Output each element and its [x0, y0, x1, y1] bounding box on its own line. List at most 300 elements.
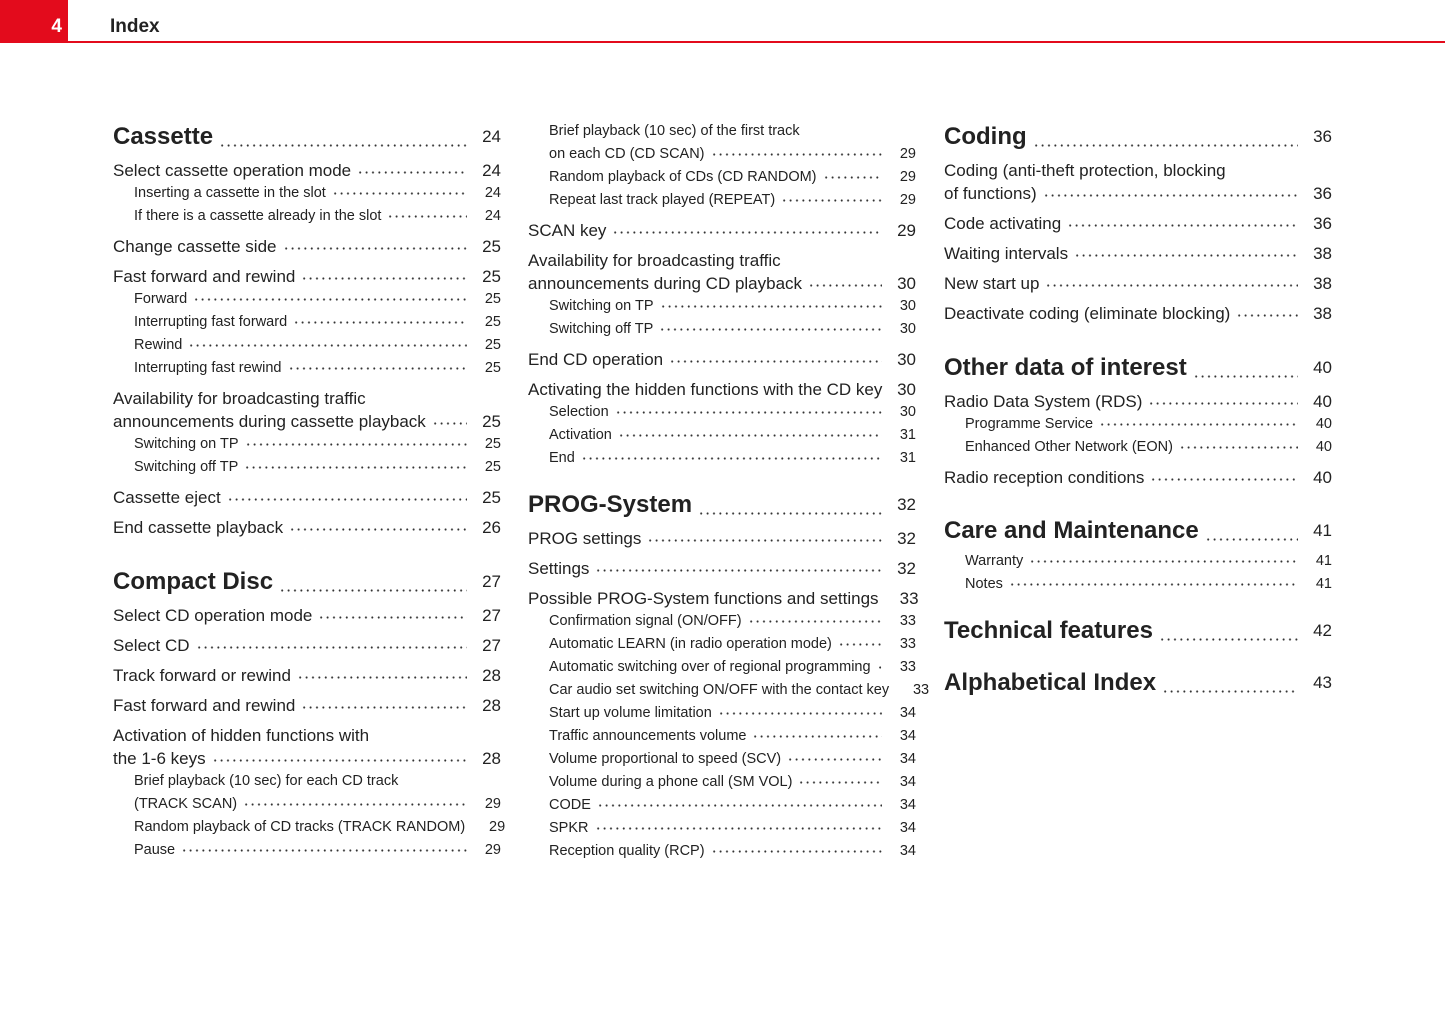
dot-leader — [245, 434, 467, 449]
entry-page-number: 29 — [484, 795, 501, 812]
entry-page-number: 25 — [484, 436, 501, 452]
index-subentry — [528, 702, 916, 725]
entry-text-line: Brief playback (10 sec) for each CD track — [134, 772, 399, 789]
entry-title: Forward — [134, 291, 188, 307]
entry-page-number: 40 — [1315, 415, 1332, 432]
entry-title: Select CD — [113, 635, 190, 655]
entry-title: SCAN key — [528, 220, 607, 240]
entry-row — [134, 357, 501, 380]
index-subentry — [113, 770, 501, 816]
entry-title: Cassette — [113, 123, 214, 150]
entry-row — [134, 816, 506, 839]
dot-leader — [357, 159, 467, 176]
entry-page-number: 27 — [482, 605, 501, 625]
entry-page-number: 25 — [482, 267, 501, 286]
entry-row — [113, 159, 501, 182]
entry-page-number: 34 — [899, 704, 916, 721]
entry-title: Volume during a phone call (SM VOL) — [549, 773, 793, 790]
index-column-3 — [944, 122, 1332, 702]
entry-title: End CD operation — [528, 349, 664, 369]
entry-page-number: 43 — [1313, 673, 1332, 692]
entry-title: Coding — [944, 123, 1027, 150]
dot-leader — [1045, 272, 1298, 289]
entry-page-number: 31 — [899, 449, 916, 466]
index-subentry — [113, 433, 501, 456]
entry-title: End cassette playback — [113, 518, 284, 537]
dot-leader — [752, 725, 882, 740]
index-subentry — [528, 633, 916, 656]
entry-row — [528, 378, 916, 401]
index-section-heading — [113, 122, 501, 152]
entry-page-number: 25 — [482, 488, 501, 507]
index-subentry — [528, 725, 916, 748]
entry-row — [134, 288, 501, 311]
entry-page-number: 26 — [482, 518, 501, 537]
dot-leader — [293, 312, 467, 327]
entry-page-number: 36 — [1313, 127, 1332, 146]
index-entry — [113, 604, 501, 627]
dot-leader — [612, 219, 882, 236]
entry-row — [549, 189, 916, 212]
dot-leader — [432, 410, 467, 427]
entry-page-number: 24 — [484, 208, 501, 224]
dot-leader — [297, 664, 467, 681]
entry-page-number: 32 — [897, 494, 916, 514]
dot-leader — [1009, 574, 1298, 589]
entry-page-number: 33 — [912, 681, 930, 698]
dot-leader — [1148, 390, 1298, 407]
entry-row — [549, 656, 916, 679]
entry-page-number: 34 — [899, 773, 916, 790]
entry-page-number: 29 — [489, 818, 506, 835]
entry-row — [134, 205, 501, 228]
entry-page-number: 34 — [899, 842, 916, 859]
entry-title: CODE — [549, 796, 591, 813]
index-entry — [944, 466, 1332, 489]
dot-leader — [1150, 466, 1298, 483]
index-entry — [528, 348, 916, 371]
index-subentry — [528, 771, 916, 794]
dot-leader — [244, 457, 467, 472]
entry-row — [965, 550, 1332, 573]
index-subentry — [528, 610, 916, 633]
entry-title: SPKR — [549, 819, 589, 836]
index-subentry — [528, 401, 916, 424]
entry-title: Deactivate coding (eliminate blocking) — [944, 304, 1231, 323]
entry-page-number: 24 — [482, 127, 501, 146]
index-entry — [528, 527, 916, 550]
dot-leader — [243, 793, 467, 808]
entry-row — [134, 456, 501, 479]
index-subentry — [113, 288, 501, 311]
entry-row — [528, 272, 916, 295]
entry-page-number: 25 — [482, 412, 501, 431]
entry-page-number: 41 — [1313, 521, 1332, 540]
entry-title: Start up volume limitation — [549, 704, 712, 721]
dot-leader — [1205, 519, 1298, 543]
index-entry — [113, 724, 501, 770]
entry-row — [549, 794, 916, 817]
entry-row — [549, 771, 916, 794]
entry-page-number: 33 — [899, 635, 916, 652]
index-entry — [113, 486, 501, 509]
entry-row — [549, 633, 916, 656]
entry-page-number: 33 — [899, 658, 916, 675]
index-entry — [944, 159, 1332, 205]
index-subentry — [528, 447, 916, 470]
entry-page-number: 28 — [482, 695, 501, 715]
entry-row — [528, 219, 916, 242]
entry-text-line: Availability for broadcasting traffic — [113, 389, 366, 408]
entry-page-number: 25 — [484, 360, 501, 376]
index-subentry — [944, 573, 1332, 596]
entry-title: Activation — [549, 426, 612, 443]
entry-page-number: 40 — [1313, 357, 1332, 377]
entry-row — [528, 527, 916, 550]
index-subentry — [528, 424, 916, 447]
entry-row — [528, 557, 916, 580]
entry-page-number: 30 — [899, 297, 916, 314]
dot-leader — [711, 143, 882, 158]
entry-page-number: 33 — [899, 612, 916, 629]
entry-row — [944, 212, 1332, 235]
dot-leader — [188, 335, 467, 350]
dot-leader — [332, 183, 467, 198]
entry-row — [549, 817, 916, 840]
entry-row — [944, 466, 1332, 489]
entry-title: Enhanced Other Network (EON) — [965, 438, 1173, 455]
entry-row — [134, 839, 501, 862]
entry-row — [528, 490, 916, 520]
entry-page-number: 30 — [899, 403, 916, 420]
entry-row — [549, 702, 916, 725]
index-section-heading — [944, 616, 1332, 646]
entry-page-number: 29 — [897, 220, 916, 240]
entry-row — [965, 573, 1332, 596]
entry-title: Switching on TP — [134, 436, 239, 452]
entry-row — [944, 242, 1332, 265]
entry-row — [113, 410, 501, 433]
entry-title: Fast forward and rewind — [113, 695, 296, 715]
page-number: 4 — [0, 0, 68, 43]
dot-leader — [1159, 619, 1298, 643]
dot-leader — [1162, 671, 1298, 695]
entry-row — [549, 725, 916, 748]
entry-row — [113, 122, 501, 152]
entry-row — [944, 182, 1332, 205]
dot-leader — [823, 166, 882, 181]
entry-row — [549, 840, 916, 863]
entry-title: Care and Maintenance — [944, 517, 1199, 544]
entry-row — [944, 302, 1332, 325]
index-subentry — [113, 334, 501, 357]
entry-row — [549, 295, 916, 318]
entry-title: Select cassette operation mode — [113, 161, 352, 180]
entry-row — [549, 748, 916, 771]
entry-title: Select CD operation mode — [113, 605, 313, 625]
entry-title: Other data of interest — [944, 353, 1187, 381]
entry-page-number: 29 — [899, 168, 916, 185]
index-subentry — [528, 840, 916, 863]
dot-leader — [301, 694, 467, 711]
entry-row — [549, 143, 916, 166]
entry-title: Random playback of CD tracks (TRACK RANDOM) — [134, 818, 466, 835]
entry-title: Fast forward and rewind — [113, 267, 296, 286]
entry-title: Track forward or rewind — [113, 665, 291, 685]
page-title: Index — [110, 16, 160, 37]
entry-row — [113, 747, 501, 770]
index-section-heading — [944, 668, 1332, 698]
index-entry — [944, 390, 1332, 413]
entry-page-number: 28 — [482, 665, 501, 685]
dot-leader — [711, 840, 882, 855]
entry-title: Cassette eject — [113, 488, 221, 507]
entry-title: announcements during cassette playback — [113, 412, 426, 431]
index-section-heading — [944, 122, 1332, 152]
entry-title: Traffic announcements volume — [549, 727, 747, 744]
entry-title: the 1-6 keys — [113, 748, 206, 768]
entry-page-number: 30 — [897, 349, 916, 369]
header-rule — [0, 41, 1445, 43]
index-entry — [113, 516, 501, 539]
index-entry — [528, 378, 916, 401]
dot-leader — [798, 771, 882, 786]
index-subentry — [528, 318, 916, 341]
index-entry — [528, 587, 919, 610]
index-entry — [944, 212, 1332, 235]
entry-row — [113, 235, 501, 258]
entry-page-number: 34 — [899, 727, 916, 744]
entry-page-number: 25 — [482, 237, 501, 256]
entry-title: Activating the hidden functions with the CD key — [528, 379, 883, 399]
entry-page-number: 31 — [899, 426, 916, 443]
index-subentry — [113, 839, 501, 862]
entry-text-line: Coding (anti-theft protection, blocking — [944, 161, 1226, 180]
entry-title: PROG-System — [528, 490, 693, 518]
entry-page-number: 25 — [484, 337, 501, 353]
entry-text-line: Brief playback (10 sec) of the first track — [549, 122, 800, 139]
entry-title: Inserting a cassette in the slot — [134, 185, 326, 201]
entry-page-number: 24 — [482, 161, 501, 180]
dot-leader — [748, 610, 882, 625]
index-entry — [528, 249, 916, 295]
dot-leader — [1179, 436, 1298, 451]
entry-page-number: 27 — [482, 571, 501, 591]
entry-row — [134, 182, 501, 205]
dot-leader — [647, 527, 882, 544]
entry-row — [549, 166, 916, 189]
entry-title: Programme Service — [965, 415, 1094, 432]
entry-row — [549, 610, 916, 633]
entry-page-number: 32 — [897, 528, 916, 548]
dot-leader — [595, 817, 883, 832]
entry-page-number: 30 — [897, 379, 916, 399]
entry-title: Waiting intervals — [944, 244, 1069, 263]
entry-row — [134, 433, 501, 456]
dot-leader — [1033, 125, 1298, 149]
entry-title: PROG settings — [528, 528, 642, 548]
dot-leader — [808, 272, 882, 289]
entry-row — [113, 567, 501, 597]
entry-title: Random playback of CDs (CD RANDOM) — [549, 168, 817, 185]
entry-page-number: 29 — [484, 841, 501, 858]
entry-row — [944, 516, 1332, 546]
dot-leader — [301, 265, 467, 282]
index-subentry — [528, 748, 916, 771]
entry-page-number: 29 — [899, 145, 916, 162]
entry-row — [113, 265, 501, 288]
index-subentry — [528, 656, 916, 679]
entry-page-number: 32 — [897, 558, 916, 578]
dot-leader — [659, 318, 882, 333]
dot-leader — [1236, 302, 1298, 319]
index-entry — [528, 557, 916, 580]
dot-leader — [618, 424, 882, 439]
entry-title: Possible PROG-System functions and settings — [528, 588, 879, 608]
entry-text-line: Availability for broadcasting traffic — [528, 250, 781, 270]
entry-page-number: 40 — [1313, 467, 1332, 487]
dot-leader — [283, 235, 468, 252]
entry-row — [965, 413, 1332, 436]
index-column-2 — [528, 120, 930, 863]
dot-leader — [615, 401, 882, 416]
entry-title: Notes — [965, 576, 1003, 592]
entry-row — [549, 318, 916, 341]
entry-row — [549, 424, 916, 447]
dot-leader — [1074, 242, 1298, 259]
entry-title: Interrupting fast rewind — [134, 360, 282, 376]
dot-leader — [781, 189, 882, 204]
dot-leader — [181, 839, 467, 854]
dot-leader — [318, 604, 467, 621]
dot-leader — [718, 702, 882, 717]
entry-row — [113, 516, 501, 539]
entry-row — [134, 793, 501, 816]
index-subentry — [113, 816, 506, 839]
entry-row — [944, 353, 1332, 383]
index-entry — [113, 694, 501, 717]
dot-leader — [597, 794, 882, 809]
entry-title: Change cassette side — [113, 237, 277, 256]
entry-title: Switching off TP — [134, 459, 239, 475]
index-entry — [113, 387, 501, 433]
index-subentry — [944, 413, 1332, 436]
dot-leader — [1099, 413, 1298, 428]
dot-leader — [212, 747, 467, 764]
index-subentry — [113, 311, 501, 334]
entry-title: Radio Data System (RDS) — [944, 391, 1143, 411]
entry-title: Repeat last track played (REPEAT) — [549, 191, 776, 208]
entry-row — [134, 311, 501, 334]
dot-leader — [1067, 212, 1298, 229]
dot-leader — [581, 447, 882, 462]
entry-title: announcements during CD playback — [528, 273, 803, 293]
entry-row — [549, 447, 916, 470]
entry-page-number: 29 — [899, 191, 916, 208]
entry-row — [944, 668, 1332, 698]
entry-row — [113, 634, 501, 657]
entry-page-number: 30 — [899, 320, 916, 337]
entry-page-number: 33 — [899, 588, 919, 608]
entry-row — [944, 616, 1332, 646]
entry-title: Reception quality (RCP) — [549, 842, 705, 859]
entry-title: Confirmation signal (ON/OFF) — [549, 612, 742, 629]
dot-leader — [595, 557, 882, 574]
entry-page-number: 38 — [1313, 244, 1332, 263]
entry-text-line: Activation of hidden functions with — [113, 725, 370, 745]
entry-title: (TRACK SCAN) — [134, 795, 238, 812]
dot-leader — [787, 748, 882, 763]
index-subentry — [528, 679, 930, 702]
entry-page-number: 24 — [484, 185, 501, 201]
entry-title: If there is a cassette already in the slot — [134, 208, 382, 224]
index-subentry — [528, 295, 916, 318]
dot-leader — [227, 486, 467, 503]
entry-title: Warranty — [965, 553, 1024, 569]
dot-leader — [1193, 356, 1298, 380]
entry-page-number: 34 — [899, 819, 916, 836]
entry-title: Volume proportional to speed (SCV) — [549, 750, 782, 767]
entry-page-number: 30 — [897, 273, 916, 293]
entry-page-number: 40 — [1313, 391, 1332, 411]
dot-leader — [219, 125, 467, 149]
index-subentry — [113, 182, 501, 205]
index-subentry — [528, 817, 916, 840]
dot-leader — [838, 633, 882, 648]
entry-title: Code activating — [944, 214, 1062, 233]
dot-leader — [698, 493, 882, 517]
entry-page-number: 41 — [1315, 576, 1332, 592]
index-subentry — [528, 189, 916, 212]
entry-row — [549, 679, 930, 702]
entry-page-number: 36 — [1313, 184, 1332, 203]
entry-row — [944, 390, 1332, 413]
dot-leader — [669, 348, 882, 365]
entry-page-number: 25 — [484, 314, 501, 330]
entry-page-number: 36 — [1313, 214, 1332, 233]
index-section-heading — [944, 516, 1332, 546]
index-subentry — [528, 120, 916, 166]
index-section-heading — [944, 353, 1332, 383]
entry-page-number: 25 — [484, 291, 501, 307]
entry-page-number: 40 — [1315, 438, 1332, 455]
entry-title: Compact Disc — [113, 567, 274, 595]
entry-page-number: 38 — [1313, 304, 1332, 323]
entry-row — [113, 604, 501, 627]
entry-title: Interrupting fast forward — [134, 314, 288, 330]
entry-title: Automatic switching over of regional programming — [549, 658, 871, 675]
dot-leader — [1043, 182, 1298, 199]
dot-leader — [877, 656, 882, 671]
entry-title: Car audio set switching ON/OFF with the contact key — [549, 681, 890, 698]
entry-title: End — [549, 449, 575, 466]
entry-title: Settings — [528, 558, 590, 578]
entry-title: New start up — [944, 274, 1040, 293]
dot-leader — [288, 358, 468, 373]
index-entry — [113, 235, 501, 258]
entry-row — [528, 587, 919, 610]
entry-title: of functions) — [944, 184, 1037, 203]
entry-page-number: 27 — [482, 635, 501, 655]
index-section-heading — [113, 567, 501, 597]
index-subentry — [113, 357, 501, 380]
dot-leader — [196, 634, 467, 651]
entry-title: Automatic LEARN (in radio operation mode) — [549, 635, 832, 652]
entry-page-number: 42 — [1313, 621, 1332, 640]
dot-leader — [660, 295, 882, 310]
entry-row — [944, 272, 1332, 295]
index-entry — [944, 272, 1332, 295]
